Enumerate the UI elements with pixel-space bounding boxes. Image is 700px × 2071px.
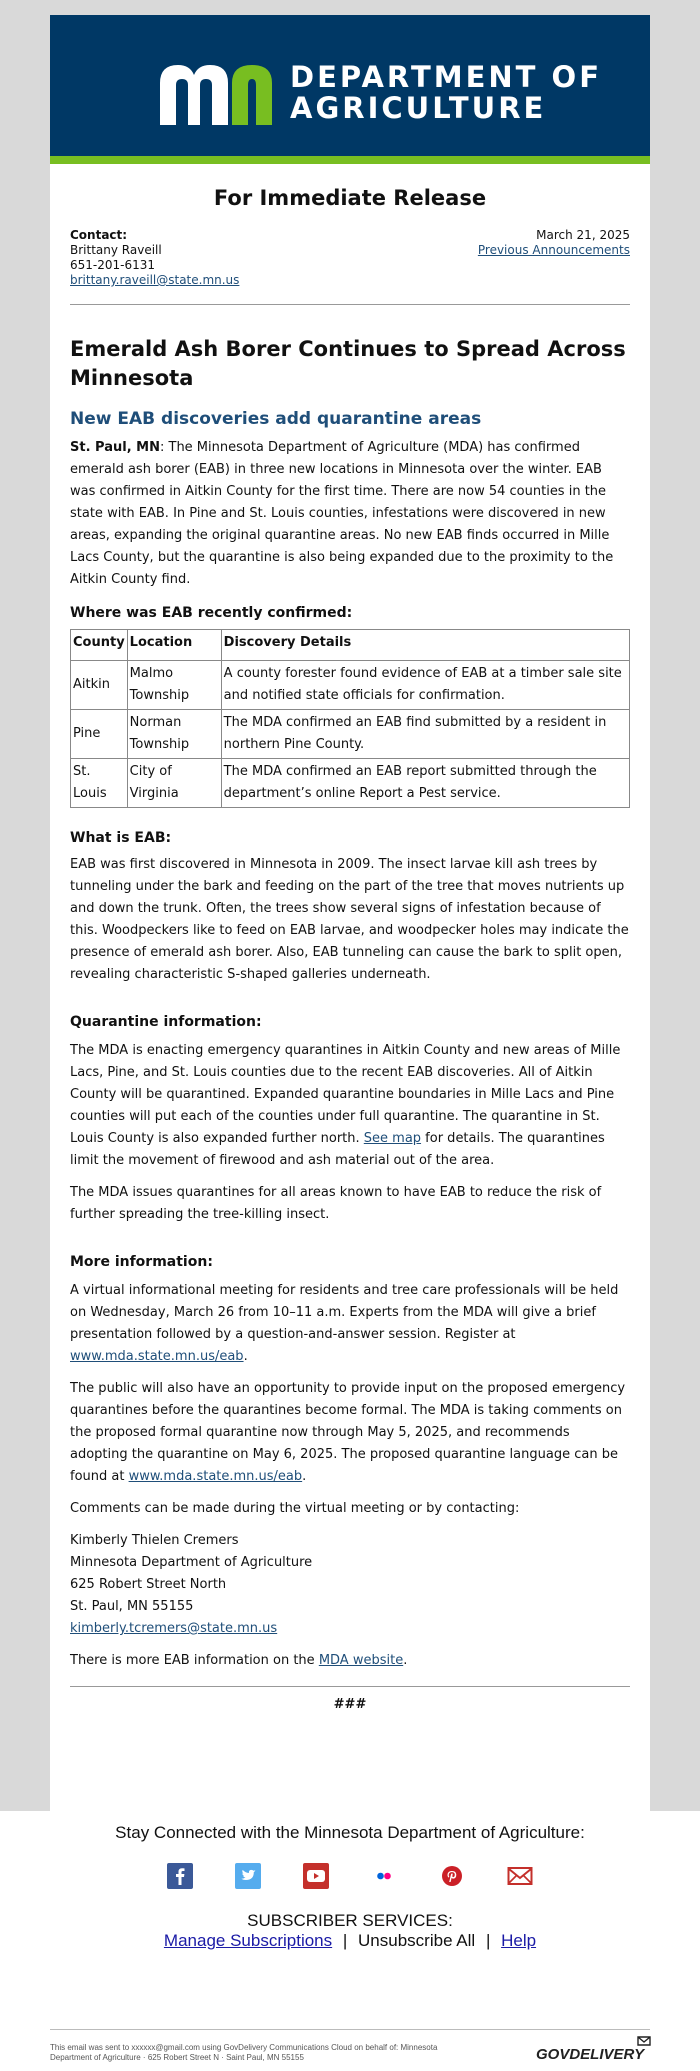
more-info-body-1: A virtual informational meeting for residents and tree care professionals will be held on Wednesday, March 26 from 10–11 a.m. Experts from the MDA will give a brief presentation followed by a question-and-answer session. Register at www.mda.state.mn.us/eab. bbox=[70, 1283, 619, 1364]
article-subhead: New EAB discoveries add quarantine areas bbox=[70, 409, 482, 429]
dateline: St. Paul, MN bbox=[70, 440, 160, 455]
quarantine-text-b: for details. The quarantines limit the movement of firewood and ash material out of the area. bbox=[70, 1131, 605, 1168]
address-name: Kimberly Thielen Cremers bbox=[70, 1533, 239, 1548]
table-header-details: Discovery Details bbox=[221, 630, 629, 661]
more-info-text-1: A virtual informational meeting for residents and tree care professionals will be held on Wednesday, March 26 from 10–11 a.m. Experts from the MDA will give a brief presentation followed by a question-and-answer session. Register at bbox=[70, 1283, 619, 1342]
contact-address bbox=[70, 1530, 630, 1640]
twitter-icon[interactable] bbox=[235, 1863, 261, 1889]
previous-announcements-link[interactable]: Previous Announcements bbox=[477, 243, 630, 257]
table-cell: Norman Township bbox=[127, 710, 221, 759]
quarantine-body-2: The MDA issues quarantines for all areas known to have EAB to reduce the risk of further spreading the tree-killing insect. bbox=[70, 1185, 602, 1222]
social-icons bbox=[0, 1863, 700, 1889]
register-link[interactable]: www.mda.state.mn.us/eab bbox=[70, 1349, 244, 1364]
footer-fine-print bbox=[50, 2043, 520, 2063]
dept-line-1: DEPARTMENT OF bbox=[290, 60, 603, 94]
contact-block bbox=[70, 228, 630, 288]
fine-print-line-1: This email was sent to xxxxxx@gmail.com using GovDelivery Communications Cloud on behalf of: Minnesota bbox=[50, 2043, 438, 2052]
address-org: Minnesota Department of Agriculture bbox=[70, 1555, 313, 1570]
table-row bbox=[71, 710, 630, 759]
table-cell: St. Louis bbox=[71, 759, 128, 808]
article-headline: Emerald Ash Borer Continues to Spread Across Minnesota bbox=[70, 337, 626, 390]
what-is-eab-body: EAB was first discovered in Minnesota in 2009. The insect larvae kill ash trees by tunneling under the bark and feeding on the part of the tree that moves nutrients up and down the trunk. Often, the trees show several signs of infestation because of this. Woodpeckers like to feed on EAB larvae, and woodpecker holes may indicate the presence of emerald ash borer. Also, EAB tunneling can cause the bark to split open, revealing characteristic S-shaped galleries underneath. bbox=[70, 857, 629, 982]
dept-line-2: AGRICULTURE bbox=[290, 91, 547, 125]
mda-website-link[interactable]: MDA website bbox=[318, 1653, 404, 1668]
address-email-link[interactable]: kimberly.tcremers@state.mn.us bbox=[70, 1621, 278, 1636]
table-cell: Malmo Township bbox=[127, 661, 221, 710]
table-cell: City of Virginia bbox=[127, 759, 221, 808]
quarantine-title: Quarantine information: bbox=[70, 1014, 262, 1030]
release-date: March 21, 2025 bbox=[536, 228, 630, 242]
address-street: 625 Robert Street North bbox=[70, 1577, 227, 1592]
divider bbox=[70, 304, 630, 305]
quarantine-text-a: The MDA is enacting emergency quarantines in Aitkin County and new areas of Mille Lacs, Pine, and St. Louis counties due to the recent EAB discoveries. All of Aitkin County will be quarantined. Expanded quarantine boundaries in Mille Lacs and Pine counties will put each of the counties under full quarantine. The quarantine in St. Louis County is also expanded further north. bbox=[70, 1043, 621, 1146]
end-divider bbox=[70, 1686, 630, 1687]
email-card bbox=[50, 15, 650, 1811]
facebook-icon[interactable] bbox=[167, 1863, 193, 1889]
mn-logo bbox=[156, 59, 276, 125]
govdelivery-wordmark: GOVDELIVERY bbox=[536, 2046, 645, 2063]
separator: | bbox=[342, 1931, 348, 1950]
contact-phone: 651-201-6131 bbox=[70, 258, 156, 272]
more-eab-paragraph: There is more EAB information on the MDA website. bbox=[70, 1653, 408, 1668]
more-eab-text: There is more EAB information on the bbox=[70, 1653, 319, 1668]
release-heading: For Immediate Release bbox=[213, 186, 487, 210]
footer-divider bbox=[50, 2029, 650, 2030]
subscriber-title: SUBSCRIBER SERVICES: bbox=[247, 1911, 453, 1930]
intro-text: : The Minnesota Department of Agriculture (MDA) has confirmed emerald ash borer (EAB) in three new locations in Minnesota over the winter. EAB was confirmed in Aitkin County for the first time. There are now 54 counties in the state with EAB. In Pine and St. Louis counties, infestations were discovered in new areas, expanding the original quarantine areas. No new EAB finds occurred in Mille Lacs County, but the quarantine is also being expanded due to the proximity to the Aitkin County find. bbox=[70, 440, 614, 587]
help-link[interactable]: Help bbox=[501, 1931, 537, 1950]
separator: | bbox=[485, 1931, 491, 1950]
govdelivery-envelope-icon bbox=[638, 2037, 650, 2045]
unsubscribe-all-link[interactable]: Unsubscribe All bbox=[358, 1931, 476, 1950]
green-accent-bar bbox=[50, 156, 650, 164]
govdelivery-logo[interactable] bbox=[536, 2033, 652, 2065]
table-header-location: Location bbox=[127, 630, 221, 661]
contact-label: Contact: bbox=[70, 228, 128, 242]
eab-table bbox=[70, 629, 630, 808]
what-is-eab-title: What is EAB: bbox=[70, 830, 172, 846]
more-info-title: More information: bbox=[70, 1254, 213, 1270]
address-city: St. Paul, MN 55155 bbox=[70, 1599, 194, 1614]
table-cell: The MDA confirmed an EAB report submitted through the department’s online Report a Pest service. bbox=[221, 759, 629, 808]
quarantine-body-1 bbox=[70, 1040, 630, 1172]
table-row bbox=[71, 759, 630, 808]
pinterest-icon[interactable] bbox=[439, 1863, 465, 1889]
dept-name bbox=[290, 62, 602, 124]
fine-print-line-2: Department of Agriculture · 625 Robert Street N · Saint Paul, MN 55155 bbox=[50, 2053, 304, 2062]
table-cell: A county forester found evidence of EAB at a timber sale site and notified state officials for confirmation. bbox=[221, 661, 629, 710]
subscriber-services bbox=[0, 1911, 700, 1951]
email-icon[interactable] bbox=[507, 1863, 533, 1889]
footer bbox=[0, 1811, 700, 2071]
youtube-icon[interactable] bbox=[303, 1863, 329, 1889]
table-cell: The MDA confirmed an EAB find submitted by a resident in northern Pine County. bbox=[221, 710, 629, 759]
stay-connected: Stay Connected with the Minnesota Department of Agriculture: bbox=[115, 1823, 585, 1842]
intro-paragraph bbox=[70, 437, 630, 591]
end-mark: ### bbox=[333, 1697, 367, 1712]
recent-confirmed-title: Where was EAB recently confirmed: bbox=[70, 605, 353, 621]
contact-name: Brittany Raveill bbox=[70, 243, 162, 257]
comments-paragraph: Comments can be made during the virtual meeting or by contacting: bbox=[70, 1501, 520, 1516]
more-info-body-2: The public will also have an opportunity to provide input on the proposed emergency quarantines before the quarantines become formal. The MDA is taking comments on the proposed formal quarantine now through May 5, 2025, and recommends adopting the quarantine on May 6, 2025. The proposed quarantine language can be found at www.mda.state.mn.us/eab. bbox=[70, 1381, 626, 1484]
contact-email-link[interactable]: brittany.raveill@state.mn.us bbox=[70, 273, 240, 287]
see-map-link[interactable]: See map bbox=[363, 1131, 422, 1146]
table-header-county: County bbox=[71, 630, 128, 661]
table-row bbox=[71, 661, 630, 710]
more-info-text-2: The public will also have an opportunity to provide input on the proposed emergency quarantines before the quarantines become formal. The MDA is taking comments on the proposed formal quarantine now through May 5, 2025, and recommends adopting the quarantine on May 6, 2025. The proposed quarantine language can be found at bbox=[70, 1381, 626, 1484]
header-banner bbox=[50, 15, 650, 156]
table-cell: Pine bbox=[71, 710, 128, 759]
manage-subscriptions-link[interactable]: Manage Subscriptions bbox=[163, 1931, 333, 1950]
flickr-icon[interactable] bbox=[371, 1863, 397, 1889]
table-header-row bbox=[71, 630, 630, 661]
quarantine-language-link[interactable]: www.mda.state.mn.us/eab bbox=[128, 1469, 303, 1484]
table-cell: Aitkin bbox=[71, 661, 128, 710]
